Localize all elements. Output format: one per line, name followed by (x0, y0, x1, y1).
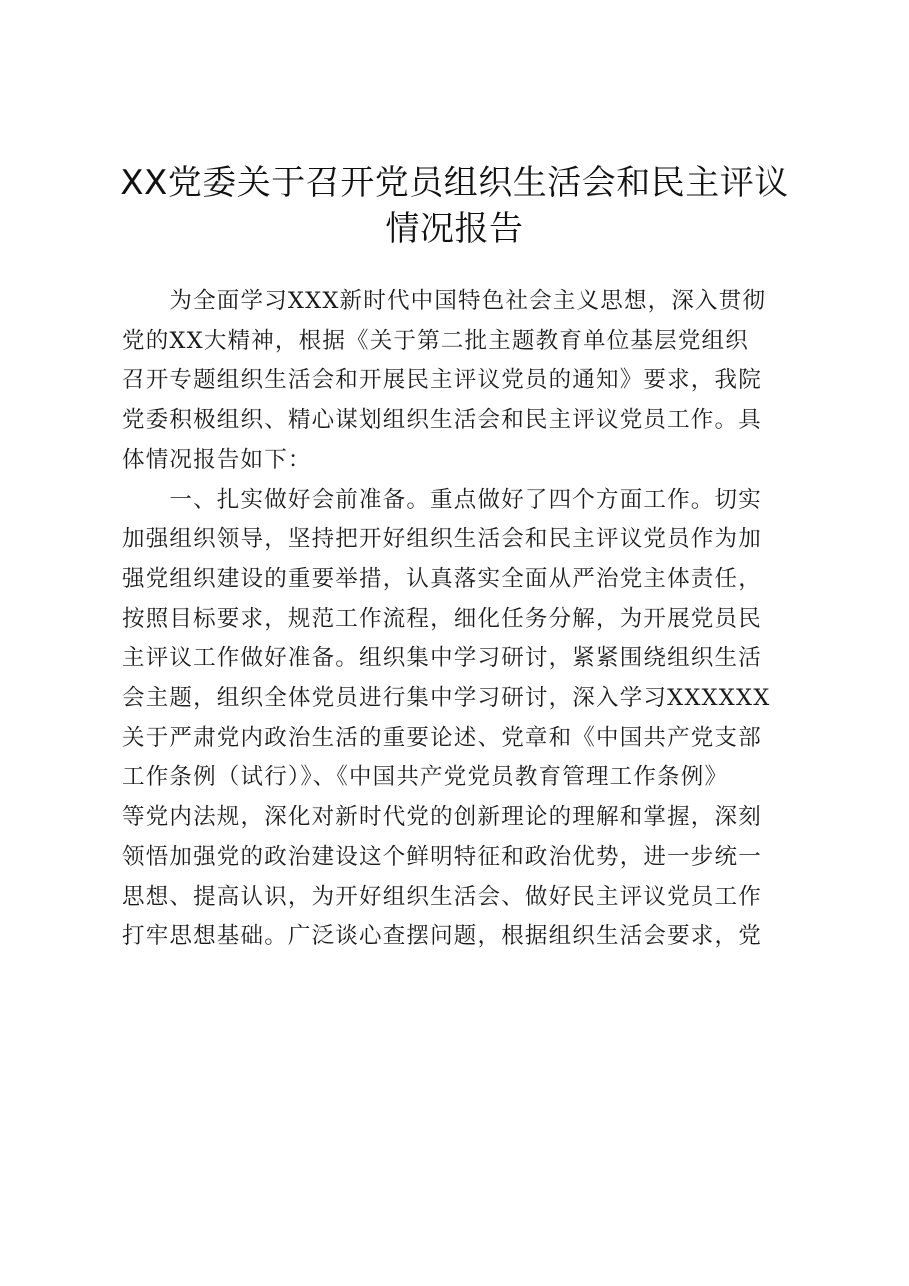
text-line: 加强组织领导，坚持把开好组织生活会和民主评议党员作为加 (122, 526, 762, 553)
text-line: 思想、提高认识，为开好组织生活会、做好民主评议党员工作 (122, 883, 762, 910)
title-line-2: 情况报告 (385, 209, 524, 249)
text-line: 一、扎实做好会前准备。重点做好了四个方面工作。切实 (122, 486, 762, 513)
text-line: 党委积极组织、精心谋划组织生活会和民主评议党员工作。具 (122, 407, 762, 434)
text-line: 党的XX大精神，根据《关于第二批主题教育单位基层党组织 (122, 327, 749, 354)
title-line-1: XX党委关于召开党员组织生活会和民主评议 (120, 163, 789, 203)
paragraph-section-1 (122, 481, 795, 957)
text-line: 强党组织建设的重要举措，认真落实全面从严治党主体责任， (122, 565, 762, 592)
text-line: 体情况报告如下： (122, 446, 312, 473)
text-line: 会主题，组织全体党员进行集中学习研讨，深入学习XXXXXX (122, 685, 771, 712)
text-line: 召开专题组织生活会和开展民主评议党员的通知》要求，我院 (122, 367, 762, 394)
document-title (100, 160, 809, 252)
text-line: 工作条例（试行）》、《中国共产党党员教育管理工作条例》 (122, 764, 729, 791)
text-line: 领悟加强党的政治建设这个鲜明特征和政治优势，进一步统一 (122, 843, 762, 870)
text-line: 打牢思想基础。广泛谈心查摆问题，根据组织生活会要求，党 (122, 923, 762, 950)
text-line: 关于严肃党内政治生活的重要论述、党章和《中国共产党支部 (122, 724, 762, 751)
text-line: 等党内法规，深化对新时代党的创新理论的理解和掌握，深刻 (122, 804, 762, 831)
paragraph-intro (122, 282, 795, 481)
document-body (122, 282, 795, 957)
text-line: 按照目标要求，规范工作流程，细化任务分解，为开展党员民 (122, 605, 762, 632)
text-line: 为全面学习XXX新时代中国特色社会主义思想，深入贯彻 (122, 288, 767, 314)
text-line: 主评议工作做好准备。组织集中学习研讨，紧紧围绕组织生活 (122, 645, 762, 672)
